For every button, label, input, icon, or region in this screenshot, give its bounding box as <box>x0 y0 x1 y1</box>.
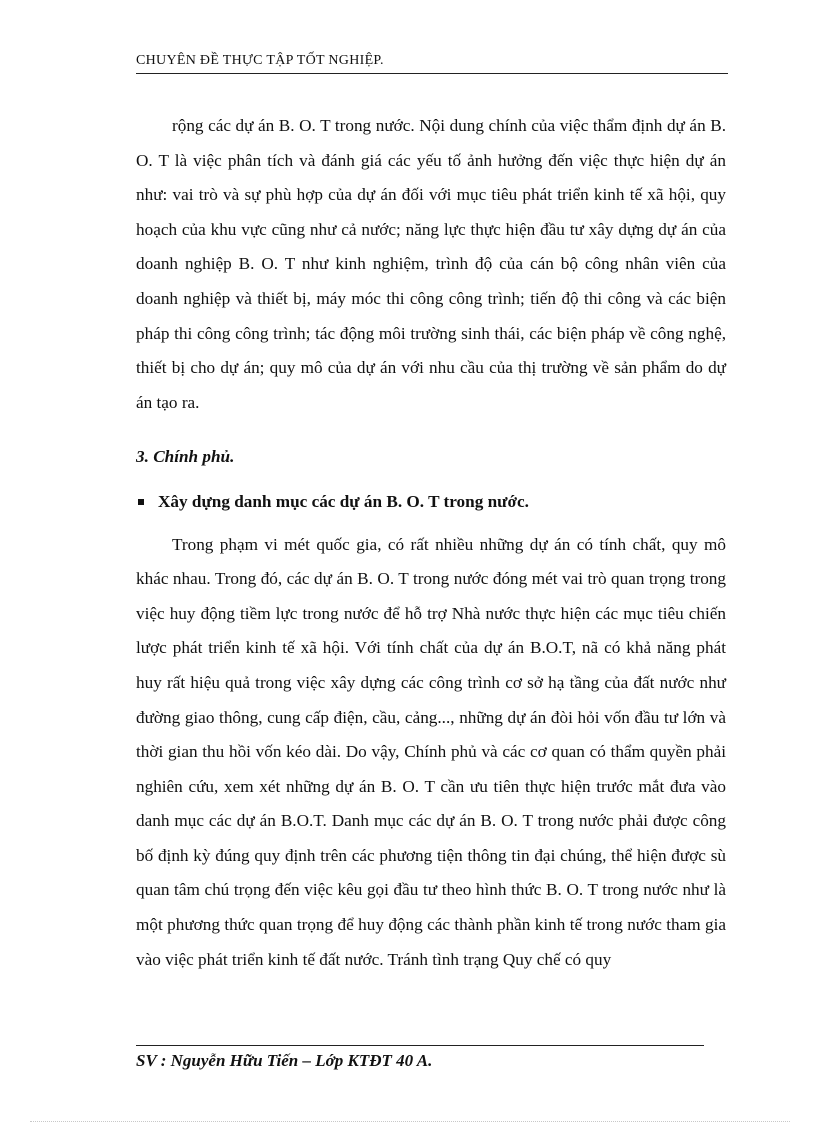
footer-rule <box>136 1045 704 1046</box>
page-content <box>136 109 726 977</box>
header-rule <box>136 73 728 74</box>
page-header-title: CHUYÊN ĐỀ THỰC TẬP TỐT NGHIỆP. <box>136 53 384 68</box>
section-heading: 3. Chính phủ. <box>136 447 235 467</box>
bullet-heading-text: Xây dựng danh mục các dự án B. O. T trong nước. <box>158 491 529 511</box>
paragraph-danhmuc: Trong phạm vi mét quốc gia, có rất nhiều những dự án có tính chất, quy mô khác nhau. Trong đó, các dự án B. O. T trong nước đóng mét vai trò quan trọng trong việc huy động tiềm lực trong nước để hỗ trợ Nhà nước thực hiện các mục tiêu chiến lược phát triển kinh tế xã hội. Với tính chất của dự án B.O.T, nã có khả năng phát huy rất hiệu quả trong việc xây dựng các công trình cơ sở hạ tầng của đất nước như đường giao thông, cung cấp điện, cầu, cảng..., những dự án đòi hỏi vốn đầu tư lớn và thời gian thu hồi vốn kéo dài. Do vậy, Chính phủ và các cơ quan có thẩm quyền phải nghiên cứu, xem xét những dự án B. O. T cần ưu tiên thực hiện trước mắt đưa vào danh mục các dự án B.O.T. Danh mục các dự án B. O. T trong nước phải được công bố định kỳ đúng quy định trên các phương tiện thông tin đại chúng, thể hiện được sù quan tâm chú trọng đến việc kêu gọi đầu tư theo hình thức B. O. T trong nước như là một phương thức quan trọng để huy động các thành phần kinh tế trong nước tham gia vào việc phát triển kinh tế đất nước. Tránh tình trạng Quy chế có quy <box>136 534 726 969</box>
paragraph-thamdinh: rộng các dự án B. O. T trong nước. Nội dung chính của việc thẩm định dự án B. O. T là việc phân tích và đánh giá các yếu tố ảnh hưởng đến việc thực hiện dự án như: vai trò và sự phù hợp của dự án đối với mục tiêu phát triển kinh tế xã hội, quy hoạch của khu vực cũng như cả nước; năng lực thực hiện đầu tư xây dựng dự án của doanh nghiệp B. O. T như kinh nghiệm, trình độ của cán bộ công nhân viên của doanh nghiệp và thiết bị, máy móc thi công công trình; tiến độ thi công và các biện pháp thi công công trình; tác động môi trường sinh thái, các biện pháp về công nghệ, thiết bị cho dự án; quy mô của dự án với nhu cầu của thị trường về sản phẩm do dự án tạo ra. <box>136 116 726 412</box>
bullet-heading-row <box>136 485 726 520</box>
square-bullet-icon <box>138 499 144 505</box>
page-bottom-border <box>30 1121 790 1122</box>
page-footer-author: SV : Nguyễn Hữu Tiến – Lớp KTĐT 40 A. <box>136 1051 433 1070</box>
